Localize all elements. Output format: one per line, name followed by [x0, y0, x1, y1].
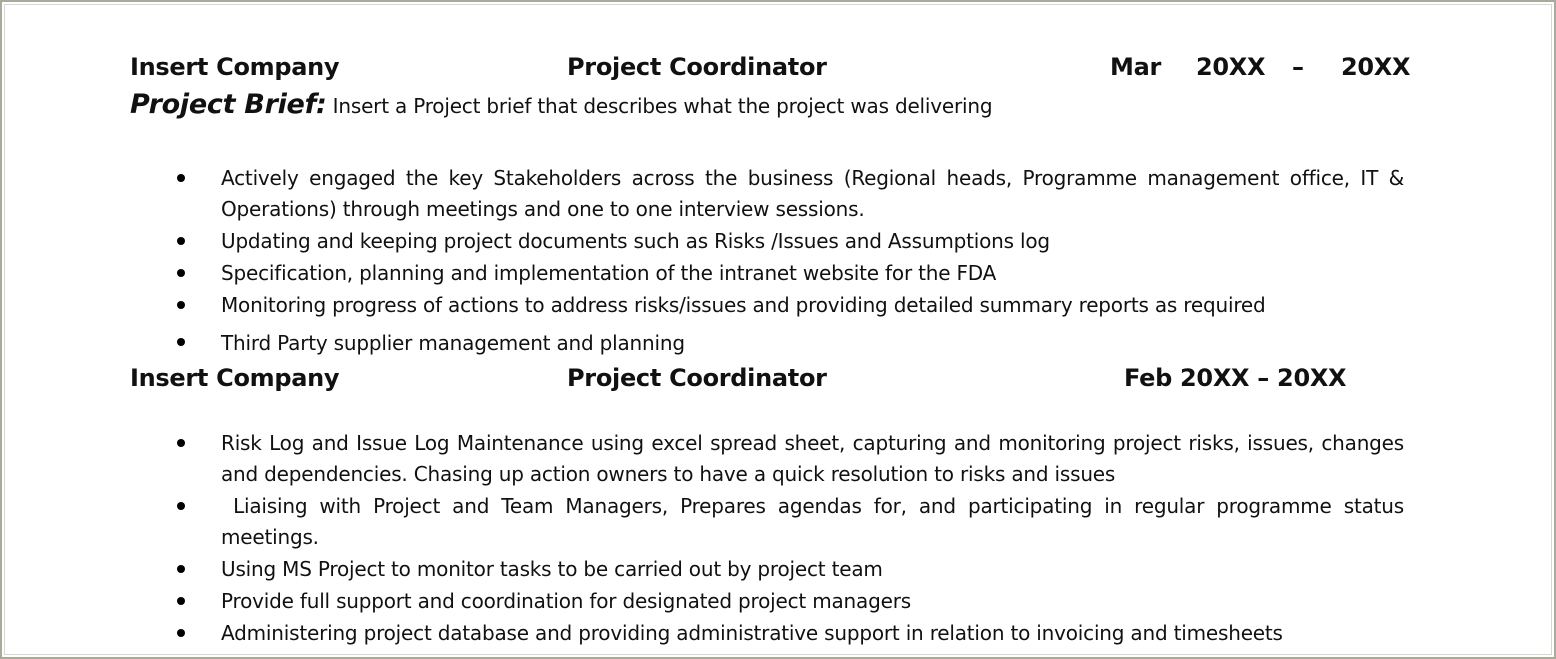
- bullet-icon: [177, 439, 185, 447]
- bullet-text: Updating and keeping project documents such as Risks /Issues and Assumptions log: [221, 229, 1050, 253]
- bullet-icon: [177, 565, 185, 573]
- bullet-icon: [177, 269, 185, 277]
- job2-date: Feb 20XX – 20XX: [1124, 364, 1347, 392]
- bullet-text: Provide full support and coordination for designated project managers: [221, 589, 911, 613]
- bullet-text: Actively engaged the key Stakeholders across the business (Regional heads, Programme management office, IT & Operations) through meetings and one to one interview sessions.: [221, 166, 1404, 221]
- job1-role: Project Coordinator: [567, 53, 827, 81]
- job1-company: Insert Company: [130, 53, 340, 81]
- bullet-icon: [177, 174, 185, 182]
- bullet-icon: [177, 597, 185, 605]
- job1-date-dash: –: [1292, 53, 1304, 81]
- bullet-icon: [177, 502, 185, 510]
- bullet-text: Using MS Project to monitor tasks to be carried out by project team: [221, 557, 883, 581]
- job2-role: Project Coordinator: [567, 364, 827, 392]
- bullet-text: Administering project database and providing administrative support in relation to invoicing and timesheets: [221, 621, 1283, 645]
- bullet-icon: [177, 629, 185, 637]
- project-brief-label: Project Brief:: [130, 89, 327, 120]
- bullet-text: Third Party supplier management and planning: [221, 331, 685, 355]
- job1-date-month: Mar: [1110, 53, 1162, 81]
- job1-date-start-year: 20XX: [1196, 53, 1266, 81]
- bullet-icon: [177, 237, 185, 245]
- bullet-text: Monitoring progress of actions to address risks/issues and providing detailed summary reports as required: [221, 293, 1266, 317]
- project-brief-text: Insert a Project brief that describes what the project was delivering: [326, 94, 993, 118]
- bullet-icon: [177, 301, 185, 309]
- bullet-text: Liaising with Project and Team Managers, Prepares agendas for, and participating in regular programme status meetings.: [221, 494, 1411, 549]
- bullet-text: Specification, planning and implementation of the intranet website for the FDA: [221, 261, 997, 285]
- bullet-text: Risk Log and Issue Log Maintenance using excel spread sheet, capturing and monitoring project risks, issues, changes and dependencies. Chasing up action owners to have a quick resolution to risks and issues: [221, 431, 1404, 486]
- project-brief: [130, 89, 992, 120]
- job1-date-end-year: 20XX: [1341, 53, 1411, 81]
- job2-company: Insert Company: [130, 364, 340, 392]
- bullet-icon: [177, 338, 185, 346]
